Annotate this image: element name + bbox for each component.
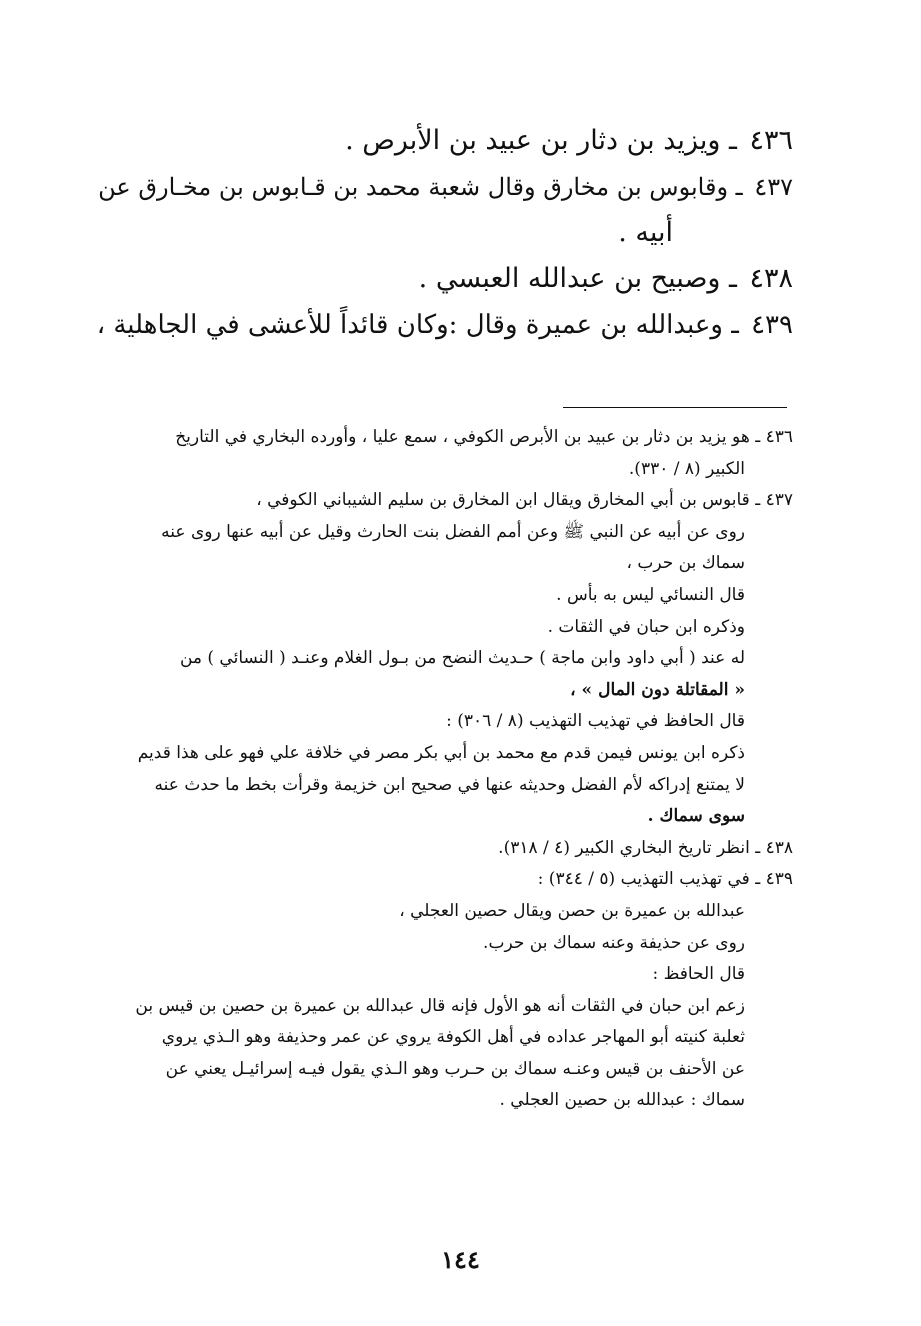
entry-text: ويزيد بن دثار بن عبيد بن الأبرص .: [345, 125, 721, 156]
footnote-line: قال الحافظ في تهذيب التهذيب (٨ / ٣٠٦) :: [446, 711, 745, 732]
footnote-line: روى عن أبيه عن النبي ﷺ وعن أمم الفضل بنت الحارث وقيل عن أبيه عنها روى عنه: [161, 521, 745, 542]
footnote-line: روى عن حذيفة وعنه سماك بن حرب.: [483, 932, 745, 953]
entry-text: وصبيح بن عبدالله العبسي .: [418, 263, 721, 294]
footnote-line: له عند ( أبي داود وابن ماجة ) حـديث النضح من بـول الغلام وعنـد ( النسائي ) من: [179, 648, 745, 669]
main-entry-437: ٤٣٧ ـ وقابوس بن مخارق وقال شعبة محمد بن قـابوس بن مخـارق عن: [98, 173, 793, 201]
footnote-line: وذكره ابن حبان في الثقات .: [547, 616, 745, 637]
entry-number: ٤٣٦: [749, 125, 793, 156]
entry-text: أبيه .: [618, 217, 673, 248]
footnote-line: ثعلبة كنيته أبو المهاجر عداده في أهل الكوفة يروي عن عمر وحذيفة وهو الـذي يروي: [161, 1027, 745, 1048]
main-entry-439: ٤٣٩ ـ وعبدالله بن عميرة وقال :وكان قائداً للأعشى في الجاهلية ،: [96, 310, 793, 340]
footnote-line: سماك بن حرب ،: [626, 553, 745, 574]
footnote-line: الكبير (٨ / ٣٣٠).: [628, 458, 745, 479]
footnote-line: قال النسائي ليس به بأس .: [556, 584, 745, 605]
footnote-line: عبدالله بن عميرة بن حصن ويقال حصين العجلي ،: [399, 900, 745, 921]
footnote-line: ذكره ابن يونس فيمن قدم مع محمد بن أبي بكر مصر في خلافة علي فهو على هذا قديم: [137, 742, 745, 763]
footnotes: [92, 422, 793, 1117]
footnote-line: عن الأحنف بن قيس وعنـه سماك بن حـرب وهو الـذي يقول فيـه إسرائيـل يعني عن: [165, 1058, 745, 1079]
footnote-line: ٤٣٩ ـ في تهذيب التهذيب (٥ / ٣٤٤) :: [537, 869, 793, 890]
main-entry-436: ٤٣٦ ـ ويزيد بن دثار بن عبيد بن الأبرص .: [345, 125, 793, 156]
footnote-line: ٤٣٧ ـ قابوس بن أبي المخارق ويقال ابن المخارق بن سليم الشيباني الكوفي ،: [256, 490, 793, 511]
footnote-line: لا يمتنع إدراكه لأم الفضل وحديثه عنها في صحيح ابن خزيمة وقرأت بخط ما حدث عنه: [154, 774, 745, 795]
entry-number: ٤٣٩: [751, 310, 793, 340]
footnote-line: ٤٣٨ ـ انظر تاريخ البخاري الكبير (٤ / ٣١٨).: [498, 837, 793, 858]
footnote-line: سوى سماك .: [647, 806, 745, 827]
main-text: [92, 118, 793, 348]
page-number: ١٤٤: [441, 1245, 480, 1274]
footnote-separator: [563, 407, 787, 408]
main-entry-437-continued: [92, 210, 793, 256]
entry-text: وعبدالله بن عميرة وقال :وكان قائداً للأعشى في الجاهلية ،: [96, 310, 723, 340]
footnote-line: زعم ابن حبان في الثقات أنه هو الأول فإنه قال عبدالله بن عميرة بن حصين بن قيس بن: [135, 995, 745, 1016]
entry-text: وقابوس بن مخارق وقال شعبة محمد بن قـابوس بن مخـارق عن: [98, 173, 729, 201]
footnote-line: سماك : عبدالله بن حصين العجلي .: [499, 1090, 745, 1111]
main-entry-438: ٤٣٨ ـ وصبيح بن عبدالله العبسي .: [418, 263, 793, 294]
footnote-line: ٤٣٦ ـ هو يزيد بن دثار بن عبيد بن الأبرص الكوفي ، سمع عليا ، وأورده البخاري في التاريخ: [175, 427, 793, 447]
footnote-line: « المقاتلة دون المال » ،: [570, 679, 745, 700]
footnote-line: قال الحافظ :: [652, 964, 745, 985]
entry-number: ٤٣٧: [754, 173, 793, 201]
entry-number: ٤٣٨: [749, 263, 793, 294]
